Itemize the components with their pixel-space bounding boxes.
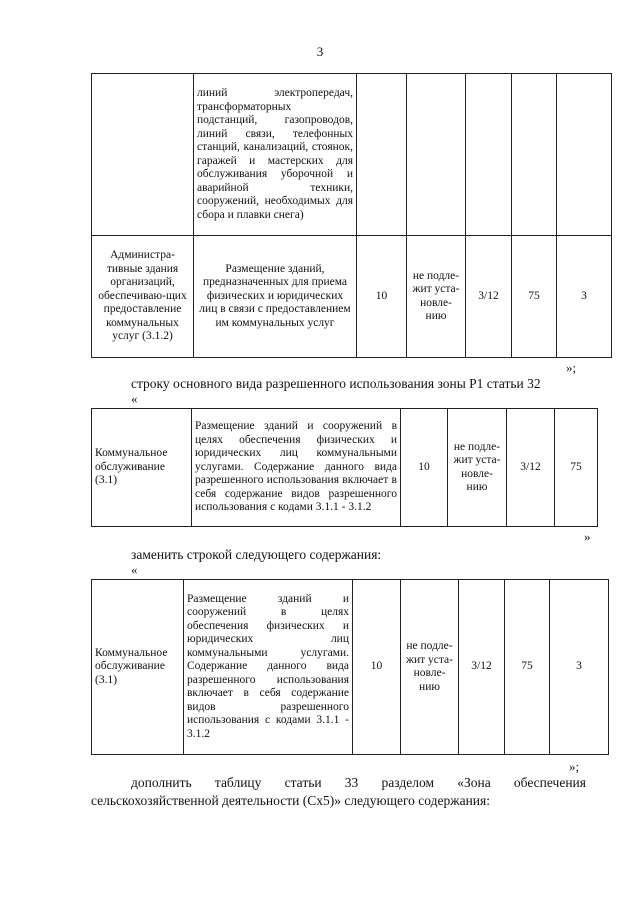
value-cell bbox=[357, 74, 407, 236]
value-cell: 10 bbox=[357, 236, 407, 358]
opening-quote: « bbox=[131, 391, 138, 406]
paragraph-text: сельскохозяйственной деятельности (Сх5)» следующего содержания: bbox=[91, 793, 490, 808]
paragraph-text: дополнить таблицу статьи 33 разделом «Зона обеспечения bbox=[131, 775, 586, 790]
paragraph-text: строку основного вида разрешенного использования зоны Р1 статьи 32 bbox=[131, 376, 541, 391]
value-cell: не подле-жит уста-новле-нию bbox=[407, 236, 466, 358]
use-description-cell: Размещение зданий и сооружений в целях обеспечения физических и юридических лиц коммунальными услугами. Содержание данного вида разрешенного использования включает в себя содержание видов разрешенного использования с кодами 3.1.1 - 3.1.2 bbox=[192, 409, 401, 527]
use-name-cell: Коммунальное обслуживание (3.1) bbox=[92, 409, 192, 527]
use-description-cell: линий электропередач, трансформаторных подстанций, газопроводов, линий связи, телефонных станций, канализаций, стоянок, гаражей и мастерских для обслуживания уборочной и аварийной техники, сооружений, необходимых для сбора и плавки снега) bbox=[194, 74, 357, 236]
closing-quote: »; bbox=[566, 360, 577, 375]
value-cell: 3/12 bbox=[466, 236, 512, 358]
value-cell bbox=[512, 74, 557, 236]
value-cell: 75 bbox=[505, 580, 550, 755]
page-number: 3 bbox=[316, 44, 324, 59]
use-name-cell bbox=[92, 74, 194, 236]
paragraph-text: заменить строкой следующего содержания: bbox=[131, 547, 382, 562]
closing-quote: » bbox=[584, 529, 591, 544]
value-cell: 3 bbox=[550, 580, 609, 755]
value-cell: 3 bbox=[557, 236, 612, 358]
value-cell bbox=[407, 74, 466, 236]
zone-r1-row-table bbox=[91, 408, 598, 527]
value-cell: 10 bbox=[401, 409, 448, 527]
value-cell: 75 bbox=[512, 236, 557, 358]
closing-quote: »; bbox=[569, 759, 580, 774]
value-cell: 75 bbox=[555, 409, 598, 527]
table-row bbox=[92, 74, 612, 236]
value-cell bbox=[557, 74, 612, 236]
value-cell: 10 bbox=[353, 580, 401, 755]
value-cell: не подле-жит уста-новле-нию bbox=[448, 409, 507, 527]
use-name-cell: Коммунальное обслуживание (3.1) bbox=[92, 580, 184, 755]
use-description-cell: Размещение зданий и сооружений в целях обеспечения физических и юридических лиц коммунальными услугами. Содержание данного вида разрешенного использования включает в себя содержание видов разрешенного использования с кодами 3.1.1 - 3.1.2 bbox=[184, 580, 353, 755]
value-cell bbox=[466, 74, 512, 236]
use-description-cell: Размещение зданий, предназначенных для приема физических и юридических лиц в связи с предоставлением им коммунальных услуг bbox=[194, 236, 357, 358]
opening-quote: « bbox=[131, 562, 138, 577]
value-cell: 3/12 bbox=[459, 580, 505, 755]
zone-table-continuation bbox=[91, 73, 612, 358]
replacement-row-table bbox=[91, 579, 609, 755]
value-cell: не подле-жит уста-новле-нию bbox=[401, 580, 459, 755]
table-row bbox=[92, 580, 609, 755]
table-row bbox=[92, 409, 598, 527]
use-name-cell: Администра-тивные здания организаций, обеспечиваю-щих предоставление коммунальных услуг (3.1.2) bbox=[92, 236, 194, 358]
table-row bbox=[92, 236, 612, 358]
value-cell: 3/12 bbox=[507, 409, 555, 527]
